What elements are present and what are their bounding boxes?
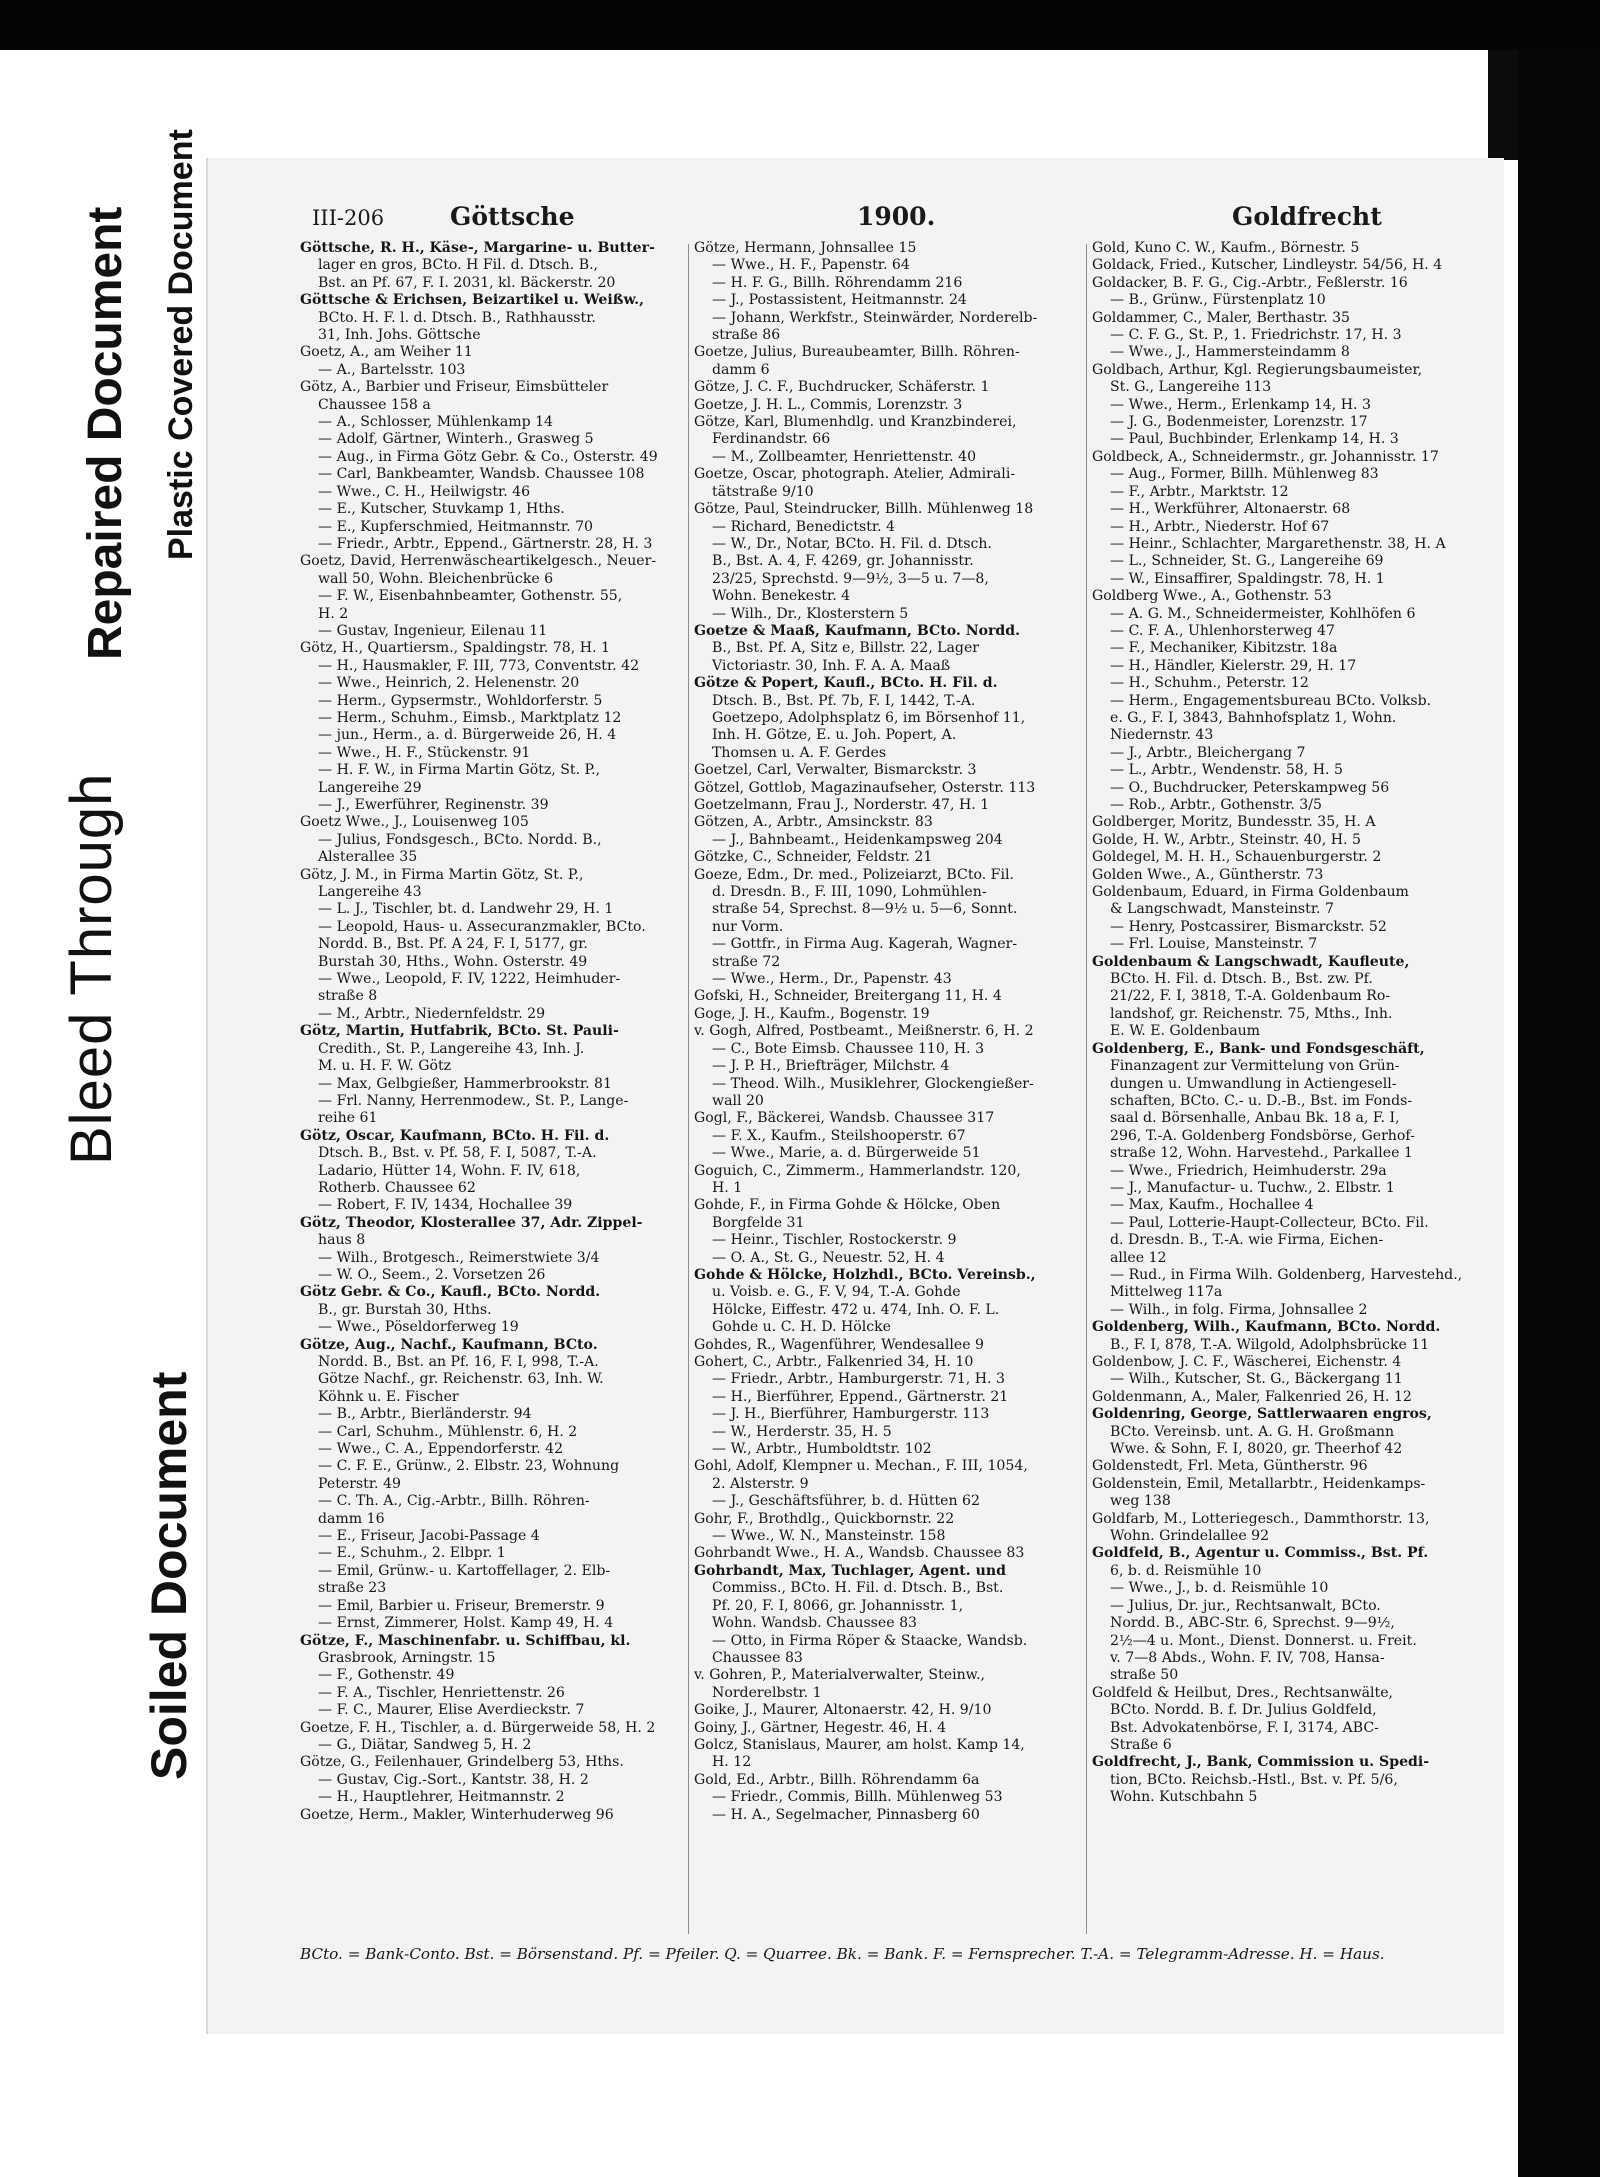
directory-entry: Gofski, H., Schneider, Breitergang 11, H. 4 (694, 988, 1002, 1005)
directory-entry: Ladario, Hütter 14, Wohn. F. IV, 618, (318, 1162, 581, 1179)
directory-entry: Götze, F., Maschinenfabr. u. Schiffbau, kl. (300, 1632, 631, 1649)
directory-entry: — Heinr., Schlachter, Margarethenstr. 38, H. A (1110, 535, 1446, 552)
directory-entry: BCto. H. Fil. d. Dtsch. B., Bst. zw. Pf. (1110, 971, 1373, 988)
directory-entry: landshof, gr. Reichenstr. 75, Mths., Inh. (1110, 1005, 1393, 1022)
directory-entry: Credith., St. P., Langereihe 43, Inh. J. (318, 1040, 585, 1057)
directory-entry: Köhnk u. E. Fischer (318, 1388, 459, 1405)
directory-entry: — Friedr., Commis, Billh. Mühlenweg 53 (712, 1789, 1003, 1806)
directory-entry: Goldfeld, B., Agentur u. Commiss., Bst. Pf. (1092, 1545, 1429, 1562)
directory-entry: B., Bst. A. 4, F. 4269, gr. Johannisstr. (712, 553, 974, 570)
directory-entry: Gohl, Adolf, Klempner u. Mechan., F. III, 1054, (694, 1458, 1028, 1475)
directory-entry: e. G., F. I, 3843, Bahnhofsplatz 1, Wohn. (1110, 709, 1397, 726)
directory-entry: — F., Gothenstr. 49 (318, 1667, 455, 1684)
directory-entry: dungen u. Umwandlung in Actiengesell- (1110, 1075, 1397, 1092)
directory-entry: — Paul, Buchbinder, Erlenkamp 14, H. 3 (1110, 431, 1399, 448)
directory-entry: Goldenberg, E., Bank- und Fondsgeschäft, (1092, 1040, 1425, 1057)
directory-entry: Goldfarb, M., Lotteriegesch., Dammthorstr. 13, (1092, 1510, 1430, 1527)
directory-entry: — C., Bote Eimsb. Chaussee 110, H. 3 (712, 1040, 985, 1057)
directory-entry: — E., Friseur, Jacobi-Passage 4 (318, 1528, 540, 1545)
directory-entry: Thomsen u. A. F. Gerdes (712, 744, 887, 761)
directory-entry: Götz, H., Quartiersm., Spaldingstr. 78, H. 1 (300, 640, 610, 657)
directory-entry: v. Gogh, Alfred, Postbeamt., Meißnerstr. 6, H. 2 (694, 1023, 1034, 1040)
directory-entry: — Friedr., Arbtr., Hamburgerstr. 71, H. 3 (712, 1371, 1005, 1388)
directory-entry: damm 6 (712, 361, 770, 378)
directory-entry: — Rob., Arbtr., Gothenstr. 3/5 (1110, 797, 1322, 813)
directory-entry: — Wilh., Dr., Klosterstern 5 (712, 605, 909, 622)
directory-entry: — H. F. G., Billh. Röhrendamm 216 (712, 274, 963, 291)
directory-entry: — Julius, Dr. jur., Rechtsanwalt, BCto. (1110, 1597, 1381, 1614)
directory-entry: Goldenmann, A., Maler, Falkenried 26, H. 12 (1092, 1388, 1412, 1405)
directory-entry: haus 8 (318, 1232, 366, 1249)
directory-entry: — Herm., Schuhm., Eimsb., Marktplatz 12 (318, 709, 622, 726)
directory-entry: Peterstr. 49 (318, 1475, 401, 1492)
directory-entry: — Ernst, Zimmerer, Holst. Kamp 49, H. 4 (318, 1615, 614, 1632)
corner-tab (1488, 50, 1518, 160)
directory-entry: Goetze, Herm., Makler, Winterhuderweg 96 (300, 1806, 614, 1823)
directory-entry: — J. G., Bodenmeister, Lorenzstr. 17 (1110, 414, 1368, 431)
directory-entry: — Max, Gelbgießer, Hammerbrookstr. 81 (318, 1075, 612, 1092)
directory-entry: Götze, Aug., Nachf., Kaufmann, BCto. (300, 1336, 598, 1353)
directory-entry: Gold, Kuno C. W., Kaufm., Börnestr. 5 (1092, 240, 1360, 256)
directory-entry: Golcz, Stanislaus, Maurer, am holst. Kamp 14, (694, 1736, 1025, 1753)
directory-entry: Goldacker, B. F. G., Cig.-Arbtr., Feßlerstr. 16 (1092, 274, 1408, 291)
directory-entry: Gohdes, R., Wagenführer, Wendesallee 9 (694, 1336, 985, 1353)
directory-entry: — Rud., in Firma Wilh. Goldenberg, Harvestehd., (1110, 1266, 1463, 1283)
directory-entry: Gold, Ed., Arbtr., Billh. Röhrendamm 6a (694, 1771, 980, 1788)
directory-entry: allee 12 (1110, 1249, 1167, 1266)
plastic-covered-label: Plastic Covered Document (162, 129, 200, 560)
directory-entry: — F. W., Eisenbahnbeamter, Gothenstr. 55, (318, 588, 623, 605)
directory-entry: — Julius, Fondsgesch., BCto. Nordd. B., (318, 831, 602, 848)
directory-entry: Bst. an Pf. 67, F. I. 2031, kl. Bäckerstr. 20 (318, 274, 616, 291)
directory-entry: — Wwe., H. F., Stückenstr. 91 (318, 744, 531, 761)
directory-entry: Gohde u. C. H. D. Hölcke (712, 1319, 892, 1336)
directory-entry: 6, b. d. Reismühle 10 (1110, 1562, 1262, 1579)
directory-entry: Langereihe 43 (318, 884, 422, 901)
directory-entry: Goetz Wwe., J., Louisenweg 105 (300, 814, 529, 831)
directory-entry: Götze, G., Feilenhauer, Grindelberg 53, Hths. (300, 1754, 624, 1771)
directory-entry: wall 20 (712, 1092, 764, 1109)
directory-entry: Golde, H. W., Arbtr., Steinstr. 40, H. 5 (1092, 831, 1361, 848)
directory-entry: H. 1 (712, 1179, 743, 1196)
directory-entry: Goldenstedt, Frl. Meta, Güntherstr. 96 (1092, 1458, 1368, 1475)
directory-entry: — Aug., Former, Billh. Mühlenweg 83 (1110, 466, 1379, 483)
directory-entry: Götzke, C., Schneider, Feldstr. 21 (694, 849, 933, 866)
directory-entry: Goldbeck, A., Schneidermstr., gr. Johannisstr. 17 (1092, 448, 1439, 465)
directory-entry: — Friedr., Arbtr., Eppend., Gärtnerstr. 28, H. 3 (318, 535, 653, 552)
directory-entry: Victoriastr. 30, Inh. F. A. A. Maaß (712, 657, 951, 674)
directory-entry: straße 86 (712, 327, 781, 344)
directory-entry: Wohn. Benekestr. 4 (712, 588, 851, 605)
directory-entry: — J., Postassistent, Heitmannstr. 24 (712, 292, 967, 309)
directory-entry: — H. A., Segelmacher, Pinnasberg 60 (712, 1806, 980, 1823)
directory-entry: — J., Manufactur- u. Tuchw., 2. Elbstr. 1 (1110, 1179, 1395, 1196)
directory-entry: Goetz, David, Herrenwäscheartikelgesch., Neuer- (300, 553, 657, 570)
directory-entry: — O. A., St. G., Neuestr. 52, H. 4 (712, 1249, 945, 1266)
directory-entry: — W., Arbtr., Humboldtstr. 102 (712, 1441, 932, 1458)
directory-entry: — H., Arbtr., Niederstr. Hof 67 (1110, 518, 1330, 535)
directory-entry: Goetze, Oscar, photograph. Atelier, Admirali- (694, 466, 1016, 483)
directory-entry: — H., Hauptlehrer, Heitmannstr. 2 (318, 1789, 565, 1806)
directory-entry: v. Gohren, P., Materialverwalter, Steinw., (694, 1667, 986, 1684)
directory-entry: — Wwe., Herm., Dr., Papenstr. 43 (712, 971, 952, 988)
directory-entry: Goldack, Fried., Kutscher, Lindleystr. 54/56, H. 4 (1092, 257, 1443, 274)
directory-entry: Nordd. B., ABC-Str. 6, Sprechst. 9—9½, (1110, 1615, 1395, 1632)
directory-entry: lager en gros, BCto. H Fil. d. Dtsch. B., (318, 257, 599, 274)
directory-entry: Niedernstr. 43 (1110, 727, 1214, 744)
directory-entry: — Wwe., Leopold, F. IV, 1222, Heimhuder- (318, 971, 621, 988)
directory-entry: — Max, Kaufm., Hochallee 4 (1110, 1197, 1314, 1214)
directory-entry: — C. F. A., Uhlenhorsterweg 47 (1110, 622, 1335, 639)
directory-entry: Götze & Popert, Kaufl., BCto. H. Fil. d. (694, 675, 998, 692)
directory-entry: — J., Geschäftsführer, b. d. Hütten 62 (712, 1493, 980, 1510)
directory-entry: Goetze & Maaß, Kaufmann, BCto. Nordd. (694, 622, 1021, 639)
directory-entry: — G., Diätar, Sandweg 5, H. 2 (318, 1736, 532, 1753)
directory-entry: d. Dresdn. B., F. III, 1090, Lohmühlen- (712, 884, 987, 901)
directory-entry: — H., Schuhm., Peterstr. 12 (1110, 675, 1309, 692)
directory-entry: 296, T.-A. Goldenberg Fondsbörse, Gerhof- (1110, 1127, 1415, 1144)
header-right-keyword: Goldfrecht (1232, 202, 1382, 231)
directory-entry: schaften, BCto. C.- u. D.-B., Bst. im Fonds- (1110, 1092, 1413, 1109)
directory-entry: — Heinr., Tischler, Rostockerstr. 9 (712, 1232, 957, 1249)
directory-entry: — A., Bartelsstr. 103 (318, 361, 466, 378)
column-divider (688, 244, 689, 1934)
directory-entry: — Henry, Postcassirer, Bismarckstr. 52 (1110, 918, 1387, 935)
directory-entry: Wohn. Wandsb. Chaussee 83 (712, 1615, 918, 1632)
directory-entry: straße 72 (712, 953, 781, 970)
directory-entry: Chaussee 158 a (318, 396, 431, 413)
directory-entry: & Langschwadt, Mansteinstr. 7 (1110, 901, 1334, 918)
directory-entry: — F. X., Kaufm., Steilshooperstr. 67 (712, 1127, 966, 1144)
directory-entry: Goetzelmann, Frau J., Norderstr. 47, H. 1 (694, 797, 990, 813)
directory-entry: E. W. E. Goldenbaum (1110, 1023, 1261, 1040)
directory-entry: — Emil, Barbier u. Friseur, Bremerstr. 9 (318, 1597, 605, 1614)
directory-entry: — Wilh., Brotgesch., Reimerstwiete 3/4 (318, 1249, 600, 1266)
directory-entry: Goldbach, Arthur, Kgl. Regierungsbaumeister, (1092, 361, 1423, 378)
directory-entry: — Wwe., C. H., Heilwigstr. 46 (318, 483, 531, 500)
directory-entry: St. G., Langereihe 113 (1110, 379, 1272, 396)
directory-entry: M. u. H. F. W. Götz (318, 1058, 452, 1075)
directory-entry: straße 12, Wohn. Harvestehd., Parkallee 1 (1110, 1145, 1413, 1162)
directory-entry: Götz, Martin, Hutfabrik, BCto. St. Pauli- (300, 1023, 619, 1040)
directory-entry: H. 2 (318, 605, 349, 622)
directory-entry: Hölcke, Eiffestr. 472 u. 474, Inh. O. F. L. (712, 1301, 1000, 1318)
directory-entry: Goetze, F. H., Tischler, a. d. Bürgerweide 58, H. 2 (300, 1719, 656, 1736)
directory-entry: — Gottfr., in Firma Aug. Kagerah, Wagner- (712, 936, 1018, 953)
directory-entry: — L. J., Tischler, bt. d. Landwehr 29, H. 1 (318, 901, 614, 918)
directory-entry: Goetze, Julius, Bureaubeamter, Billh. Röhren- (694, 344, 1020, 361)
directory-entry: Goldenberg, Wilh., Kaufmann, BCto. Nordd. (1092, 1319, 1441, 1336)
directory-entry: — Aug., in Firma Götz Gebr. & Co., Osterstr. 49 (318, 448, 658, 465)
directory-entry: — H. F. W., in Firma Martin Götz, St. P., (318, 762, 601, 779)
directory-entry: Grasbrook, Arningstr. 15 (318, 1649, 496, 1666)
directory-entry: Bst. Advokatenbörse, F. I, 3174, ABC- (1110, 1719, 1379, 1736)
directory-entry: Gohrbandt, Max, Tuchlager, Agent. und (694, 1562, 1006, 1579)
directory-entry: — W., Einsaffirer, Spaldingstr. 78, H. 1 (1110, 570, 1385, 587)
directory-entry: — M., Arbtr., Niedernfeldstr. 29 (318, 1005, 546, 1022)
directory-entry: Pf. 20, F. I, 8066, gr. Johannisstr. 1, (712, 1597, 964, 1614)
directory-entry: — Wilh., Kutscher, St. G., Bäckergang 11 (1110, 1371, 1403, 1388)
directory-entry: Göttsche, R. H., Käse-, Margarine- u. Butter- (300, 240, 655, 256)
directory-entry: 21/22, F. I, 3818, T.-A. Goldenbaum Ro- (1110, 988, 1391, 1005)
directory-entry: — Wwe., Heinrich, 2. Helenenstr. 20 (318, 675, 580, 692)
directory-entry: straße 23 (318, 1580, 387, 1597)
directory-entry: — Frl. Louise, Mansteinstr. 7 (1110, 936, 1318, 953)
directory-entry: — Paul, Lotterie-Haupt-Collecteur, BCto. Fil. (1110, 1214, 1429, 1231)
page-header (312, 198, 1474, 232)
directory-entry: — E., Kutscher, Stuvkamp 1, Hths. (318, 501, 565, 518)
directory-entry: — Otto, in Firma Röper & Staacke, Wandsb. (712, 1632, 1028, 1649)
bleed-through-label: Bleed Through (59, 772, 124, 1165)
directory-entry: Chaussee 83 (712, 1649, 803, 1666)
directory-entry: d. Dresdn. B., T.-A. wie Firma, Eichen- (1110, 1232, 1384, 1249)
directory-entry: u. Voisb. e. G., F. V, 94, T.-A. Gohde (712, 1284, 961, 1301)
directory-entry: B., F. I, 878, T.-A. Wilgold, Adolphsbrücke 11 (1110, 1336, 1430, 1353)
directory-entry: Norderelbstr. 1 (712, 1684, 822, 1701)
directory-entry: Goldegel, M. H. H., Schauenburgerstr. 2 (1092, 849, 1382, 866)
repaired-document-label: Repaired Document (79, 206, 132, 660)
directory-entry: — C. Th. A., Cig.-Arbtr., Billh. Röhren- (318, 1493, 590, 1510)
directory-entry: — M., Zollbeamter, Henriettenstr. 40 (712, 448, 977, 465)
directory-entry: straße 8 (318, 988, 378, 1005)
directory-entry: 23/25, Sprechstd. 9—9½, 3—5 u. 7—8, (712, 570, 989, 587)
directory-entry: Rotherb. Chaussee 62 (318, 1179, 476, 1196)
column-divider (1086, 244, 1087, 1934)
directory-entry: Gohrbandt Wwe., H. A., Wandsb. Chaussee 83 (694, 1545, 1025, 1562)
directory-entry: — Wwe., W. N., Mansteinstr. 158 (712, 1528, 946, 1545)
directory-entry: — Gustav, Ingenieur, Eilenau 11 (318, 622, 548, 639)
directory-entry: Goike, J., Maurer, Altonaerstr. 42, H. 9/10 (694, 1702, 992, 1719)
directory-column-1 (300, 240, 682, 1940)
directory-entry: Wwe. & Sohn, F. I, 8020, gr. Theerhof 42 (1110, 1441, 1403, 1458)
directory-entry: — J., Ewerführer, Reginenstr. 39 (318, 797, 549, 813)
directory-entry: Langereihe 29 (318, 779, 422, 796)
directory-entry: Götze, Karl, Blumenhdlg. und Kranzbinderei, (694, 414, 1017, 431)
directory-entry: Gohde & Hölcke, Holzhdl., BCto. Vereinsb., (694, 1266, 1036, 1283)
directory-entry: — Wwe., J., b. d. Reismühle 10 (1110, 1580, 1329, 1597)
header-left-keyword: Göttsche (450, 202, 575, 231)
directory-entry: 31, Inh. Johs. Göttsche (318, 327, 481, 344)
directory-entry: — Theod. Wilh., Musiklehrer, Glockengießer- (712, 1075, 1034, 1092)
directory-entry: Finanzagent zur Vermittelung von Grün- (1110, 1058, 1400, 1075)
directory-entry: — Wilh., in folg. Firma, Johnsallee 2 (1110, 1301, 1368, 1318)
directory-entry: saal d. Börsenhalle, Anbau Bk. 18 a, F. I, (1110, 1110, 1400, 1127)
directory-entry: Gogl, F., Bäckerei, Wandsb. Chaussee 317 (694, 1110, 995, 1127)
directory-entry: Straße 6 (1110, 1736, 1172, 1753)
directory-entry: — Robert, F. IV, 1434, Hochallee 39 (318, 1197, 573, 1214)
directory-entry: Mittelweg 117a (1110, 1284, 1223, 1301)
soiled-document-label: Soiled Document (141, 1371, 197, 1780)
directory-entry: Goldenbaum, Eduard, in Firma Goldenbaum (1092, 884, 1409, 901)
directory-entry: — Herm., Gypsermstr., Wohldorferstr. 5 (318, 692, 603, 709)
directory-entry: Wohn. Kutschbahn 5 (1110, 1789, 1258, 1806)
directory-entry: damm 16 (318, 1510, 385, 1527)
directory-entry: — Adolf, Gärtner, Winterh., Grasweg 5 (318, 431, 594, 448)
directory-entry: straße 54, Sprechst. 8—9½ u. 5—6, Sonnt. (712, 901, 1018, 918)
directory-entry: Dtsch. B., Bst. Pf. 7b, F. I, 1442, T.-A. (712, 692, 976, 709)
directory-entry: — Carl, Schuhm., Mühlenstr. 6, H. 2 (318, 1423, 578, 1440)
directory-entry: Goldfeld & Heilbut, Dres., Rechtsanwälte, (1092, 1684, 1394, 1701)
directory-entry: Gohert, C., Arbtr., Falkenried 34, H. 10 (694, 1354, 974, 1370)
directory-entry: — Wwe., Herm., Erlenkamp 14, H. 3 (1110, 396, 1371, 413)
directory-entry: Goldenring, George, Sattlerwaaren engros, (1092, 1406, 1432, 1423)
directory-entry: Götz, J. M., in Firma Martin Götz, St. P., (300, 866, 584, 883)
directory-entry: Ferdinandstr. 66 (712, 431, 831, 448)
directory-entry: — J. P. H., Briefträger, Milchstr. 4 (712, 1058, 950, 1075)
directory-entry: — A., Schlosser, Mühlenkamp 14 (318, 414, 554, 431)
directory-entry: — E., Kupferschmied, Heitmannstr. 70 (318, 518, 594, 535)
directory-entry: Goldenbaum & Langschwadt, Kaufleute, (1092, 953, 1410, 970)
directory-entry: — Wwe., Marie, a. d. Bürgerweide 51 (712, 1145, 981, 1162)
directory-entry: Burstah 30, Hths., Wohn. Osterstr. 49 (318, 953, 588, 970)
directory-entry: — B., Grünw., Fürstenplatz 10 (1110, 292, 1326, 309)
directory-entry: — E., Schuhm., 2. Elbpr. 1 (318, 1545, 506, 1562)
directory-entry: Nordd. B., Bst. Pf. A 24, F. I, 5177, gr. (318, 936, 588, 953)
directory-entry: Götze, J. C. F., Buchdrucker, Schäferstr. 1 (694, 379, 990, 396)
directory-entry: — F., Arbtr., Marktstr. 12 (1110, 483, 1289, 500)
directory-entry: Götz Gebr. & Co., Kaufl., BCto. Nordd. (300, 1284, 601, 1301)
directory-entry: Götze, Hermann, Johnsallee 15 (694, 240, 917, 256)
directory-entry: — W. O., Seem., 2. Vorsetzen 26 (318, 1266, 546, 1283)
directory-entry: weg 138 (1110, 1493, 1171, 1510)
directory-entry: — Johann, Werkfstr., Steinwärder, Norderelb- (712, 309, 1038, 326)
directory-entry: BCto. H. F. l. d. Dtsch. B., Rathhausstr. (318, 309, 596, 326)
directory-entry: — F. A., Tischler, Henriettenstr. 26 (318, 1684, 565, 1701)
directory-entry: — J., Bahnbeamt., Heidenkampsweg 204 (712, 831, 1003, 848)
directory-entry: Götze Nachf., gr. Reichenstr. 63, Inh. W. (318, 1371, 604, 1388)
directory-entry: — H., Bierführer, Eppend., Gärtnerstr. 21 (712, 1388, 1009, 1405)
directory-entry: — C. F. G., St. P., 1. Friedrichstr. 17, H. 3 (1110, 327, 1402, 344)
directory-entry: v. 7—8 Abds., Wohn. F. IV, 708, Hansa- (1110, 1649, 1385, 1666)
directory-entry: — W., Herderstr. 35, H. 5 (712, 1423, 892, 1440)
directory-entry: — A. G. M., Schneidermeister, Kohlhöfen 6 (1110, 605, 1416, 622)
directory-entry: — H., Werkführer, Altonaerstr. 68 (1110, 501, 1351, 518)
directory-entry: — H., Hausmakler, F. III, 773, Conventstr. 42 (318, 657, 640, 674)
directory-entry: — Gustav, Cig.-Sort., Kantstr. 38, H. 2 (318, 1771, 589, 1788)
directory-entry: — J. H., Bierführer, Hamburgerstr. 113 (712, 1406, 990, 1423)
top-scan-border (0, 0, 1600, 50)
directory-entry: — O., Buchdrucker, Peterskampweg 56 (1110, 779, 1390, 796)
directory-entry: Goldenstein, Emil, Metallarbtr., Heidenkamps- (1092, 1475, 1426, 1492)
directory-entry: — W., Dr., Notar, BCto. H. Fil. d. Dtsch. (712, 535, 992, 552)
directory-entry: Götze, Paul, Steindrucker, Billh. Mühlenweg 18 (694, 501, 1034, 518)
directory-entry: 2. Alsterstr. 9 (712, 1475, 809, 1492)
directory-entry: Göttsche & Erichsen, Beizartikel u. Weißw., (300, 292, 644, 309)
right-scan-border (1518, 50, 1600, 2177)
directory-entry: B., gr. Burstah 30, Hths. (318, 1301, 492, 1318)
directory-entry: Goeze, Edm., Dr. med., Polizeiarzt, BCto. Fil. (694, 866, 1014, 883)
directory-entry: — B., Arbtr., Bierländerstr. 94 (318, 1406, 532, 1423)
directory-entry: Goldberg Wwe., A., Gothenstr. 53 (1092, 588, 1332, 605)
directory-entry: — Frl. Nanny, Herrenmodew., St. P., Lange- (318, 1092, 629, 1109)
directory-entry: — Wwe., J., Hammersteindamm 8 (1110, 344, 1350, 361)
directory-entry: B., Bst. Pf. A, Sitz e, Billstr. 22, Lager (712, 640, 980, 657)
directory-entry: straße 50 (1110, 1667, 1179, 1684)
directory-entry: Goldenbow, J. C. F., Wäscherei, Eichenstr. 4 (1092, 1354, 1402, 1370)
directory-entry: nur Vorm. (712, 918, 784, 935)
directory-entry: tion, BCto. Reichsb.-Hstl., Bst. v. Pf. 5/6, (1110, 1771, 1398, 1788)
directory-entry: Goetzepo, Adolphsplatz 6, im Börsenhof 11, (712, 709, 1026, 726)
directory-entry: Golden Wwe., A., Güntherstr. 73 (1092, 866, 1324, 883)
directory-entry: — Wwe., Pöseldorferweg 19 (318, 1319, 519, 1336)
directory-entry: Gohde, F., in Firma Gohde & Hölcke, Oben (694, 1197, 1001, 1214)
directory-entry: H. 12 (712, 1754, 752, 1771)
directory-entry: — C. F. E., Grünw., 2. Elbstr. 23, Wohnung (318, 1458, 620, 1475)
directory-entry: 2½—4 u. Mont., Dienst. Donnerst. u. Freit. (1110, 1632, 1417, 1649)
directory-entry: — jun., Herm., a. d. Bürgerweide 26, H. 4 (318, 727, 617, 744)
directory-entry: — J., Arbtr., Bleichergang 7 (1110, 744, 1306, 761)
directory-entry: BCto. Vereinsb. unt. A. G. H. Großmann (1110, 1423, 1395, 1440)
directory-entry: Goetz, A., am Weiher 11 (300, 344, 473, 361)
directory-entry: — F. C., Maurer, Elise Averdieckstr. 7 (318, 1702, 585, 1719)
directory-entry: tätstraße 9/10 (712, 483, 814, 500)
directory-entry: — Richard, Benedictstr. 4 (712, 518, 895, 535)
directory-entry: BCto. Nordd. B. f. Dr. Julius Goldfeld, (1110, 1702, 1377, 1719)
directory-entry: — Emil, Grünw.- u. Kartoffellager, 2. Elb- (318, 1562, 611, 1579)
directory-entry: — L., Arbtr., Wendenstr. 58, H. 5 (1110, 762, 1343, 779)
directory-entry: Nordd. B., Bst. an Pf. 16, F. I, 998, T.-A. (318, 1354, 599, 1370)
directory-entry: Wohn. Grindelallee 92 (1110, 1528, 1270, 1545)
directory-entry: Goge, J. H., Kaufm., Bogenstr. 19 (694, 1005, 930, 1022)
directory-entry: Goguich, C., Zimmerm., Hammerlandstr. 120, (694, 1162, 1021, 1179)
directory-entry: — Carl, Bankbeamter, Wandsb. Chaussee 108 (318, 466, 645, 483)
directory-entry: — Wwe., C. A., Eppendorferstr. 42 (318, 1441, 564, 1458)
header-year: 1900. (857, 202, 936, 231)
directory-column-3 (1092, 240, 1474, 1940)
directory-entry: Götzel, Gottlob, Magazinaufseher, Osterstr. 113 (694, 779, 1036, 796)
directory-entry: Borgfelde 31 (712, 1214, 805, 1231)
directory-entry: — F., Mechaniker, Kibitzstr. 18a (1110, 640, 1338, 657)
directory-entry: Goetze, J. H. L., Commis, Lorenzstr. 3 (694, 396, 963, 413)
directory-entry: — H., Händler, Kielerstr. 29, H. 17 (1110, 657, 1357, 674)
directory-entry: Goiny, J., Gärtner, Hegestr. 46, H. 4 (694, 1719, 947, 1736)
directory-entry: Goldberger, Moritz, Bundesstr. 35, H. A (1092, 814, 1376, 831)
abbreviation-legend: BCto. = Bank-Conto. Bst. = Börsenstand. Pf. = Pfeiler. Q. = Quarree. Bk. = Bank. F. = Fernsprecher. T.-A. = Telegramm-Adresse. H. = Haus. (300, 1945, 1385, 1963)
directory-entry: — L., Schneider, St. G., Langereihe 69 (1110, 553, 1384, 570)
directory-entry: Goldfrecht, J., Bank, Commission u. Spedi- (1092, 1754, 1430, 1771)
directory-entry: Götz, Oscar, Kaufmann, BCto. H. Fil. d. (300, 1127, 610, 1144)
directory-entry: — Wwe., H. F., Papenstr. 64 (712, 257, 910, 274)
directory-entry: Goldammer, C., Maler, Berthastr. 35 (1092, 309, 1351, 326)
directory-entry: Alsterallee 35 (318, 849, 418, 866)
directory-entry: — Herm., Engagementsbureau BCto. Volksb. (1110, 692, 1432, 709)
directory-entry: reihe 61 (318, 1110, 378, 1127)
directory-entry: Götzen, A., Arbtr., Amsinckstr. 83 (694, 814, 933, 831)
directory-entry: Götz, Theodor, Klosterallee 37, Adr. Zippel- (300, 1214, 643, 1231)
directory-entry: Gohr, F., Brothdlg., Quickbornstr. 22 (694, 1510, 955, 1527)
directory-entry: Dtsch. B., Bst. v. Pf. 58, F. I, 5087, T.-A. (318, 1145, 597, 1162)
directory-entry: Inh. H. Götze, E. u. Joh. Popert, A. (712, 727, 957, 744)
directory-column-2 (694, 240, 1076, 1940)
page-number: III-206 (312, 206, 385, 230)
directory-entry: Commiss., BCto. H. Fil. d. Dtsch. B., Bst. (712, 1580, 1004, 1597)
directory-entry: Götz, A., Barbier und Friseur, Eimsbütteler (300, 379, 609, 396)
directory-entry: Goetzel, Carl, Verwalter, Bismarckstr. 3 (694, 762, 977, 779)
directory-entry: wall 50, Wohn. Bleichenbrücke 6 (318, 570, 554, 587)
directory-entry: — Leopold, Haus- u. Assecuranzmakler, BCto. (318, 918, 646, 935)
directory-entry: — Wwe., Friedrich, Heimhuderstr. 29a (1110, 1162, 1387, 1179)
